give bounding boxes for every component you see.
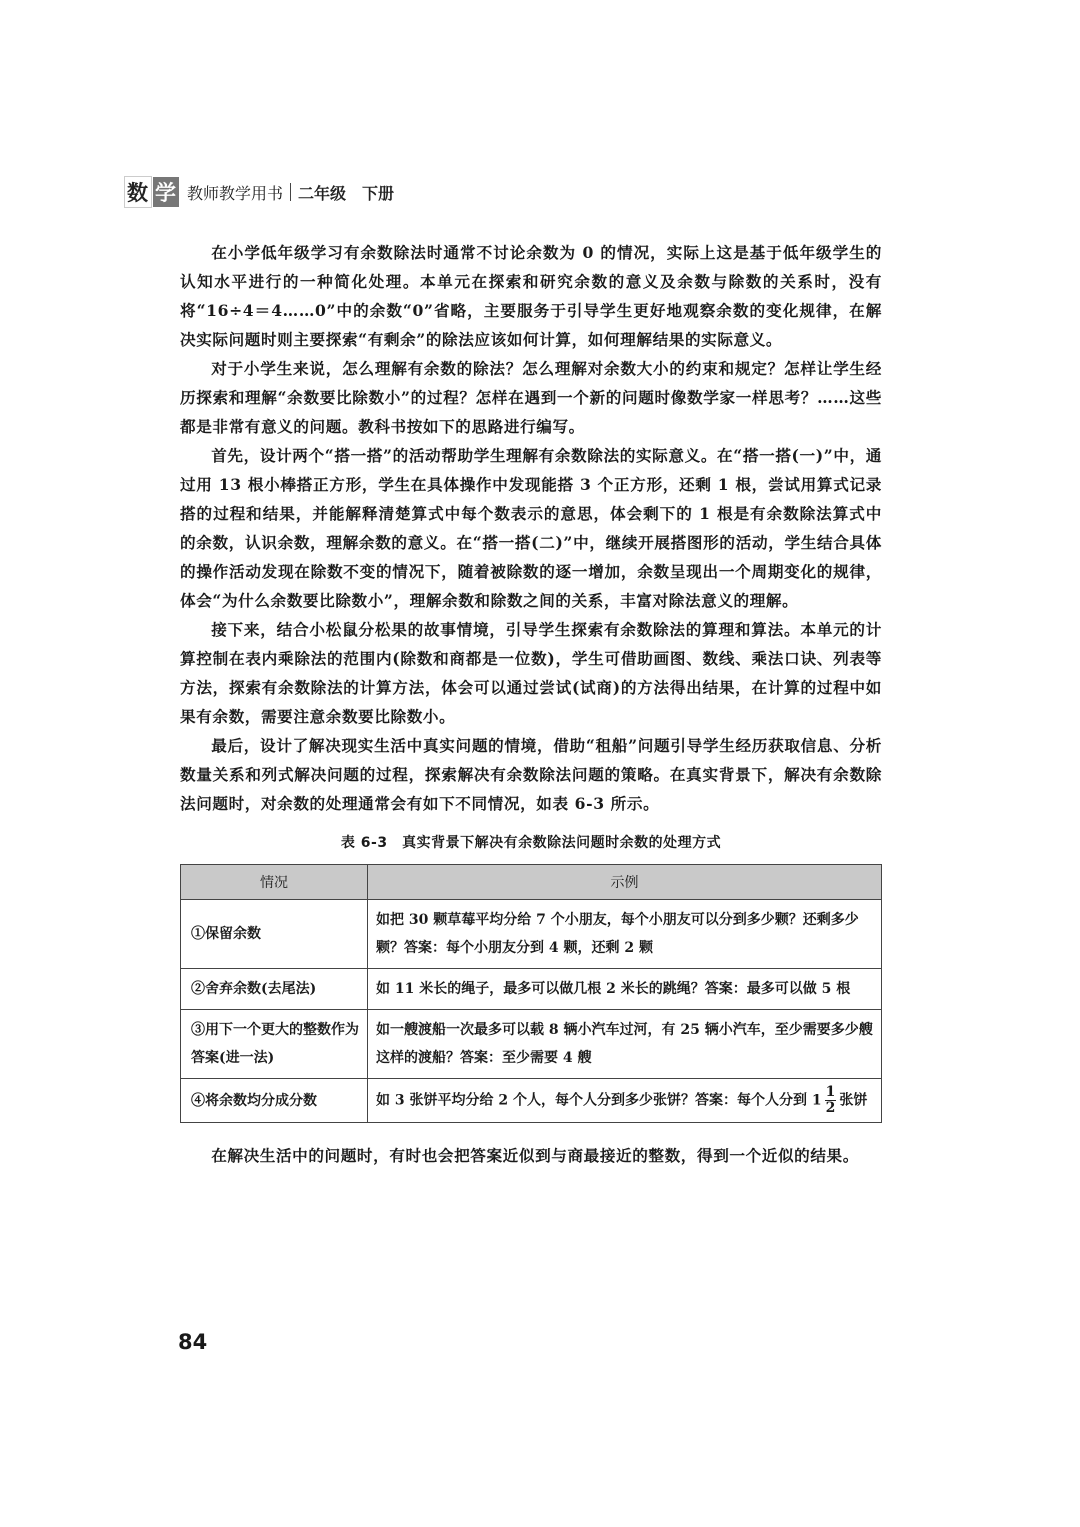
situation-cell: ②舍弃余数(去尾法) [181,969,368,1010]
paragraph-2: 对于小学生来说，怎么理解有余数的除法？怎么理解对余数大小的约束和规定？怎样让学生经历探索和理解“余数要比除数小”的过程？怎样在遇到一个新的问题时像数学家一样思考？……这些都是非常有意义的问题。教科书按如下的思路进行编写。 [180,359,882,436]
situation-cell: ③用下一个更大的整数作为答案(进一法) [181,1010,368,1079]
table-caption: 表 6-3 真实背景下解决有余数除法问题时余数的处理方式 [340,835,722,851]
table-row [181,900,882,969]
table-row [181,1079,882,1123]
example-text-end: 张饼 [839,1092,868,1109]
paragraph-4: 接下来，结合小松鼠分松果的故事情境，引导学生探索有余数除法的算理和算法。本单元的计算控制在表内乘除法的范围内(除数和商都是一位数)，学生可借助画图、数线、乘法口诀、列表等方法，探索有余数除法的计算方法，体会可以通过尝试(试商)的方法得出结果，在计算的过程中如果有余数，需要注意余数要比除数小。 [180,620,882,726]
example-cell [368,1079,882,1123]
closing-paragraph: 在解决生活中的问题时，有时也会把答案近似到与商最接近的整数，得到一个近似的结果。 [211,1146,859,1165]
grade-label: 二年级 下册 [298,183,395,203]
page-content [180,238,882,1170]
header-example: 示例 [368,865,882,900]
table-row [181,969,882,1010]
header-situation: 情况 [181,865,368,900]
paragraph-1: 在小学低年级学习有余数除法时通常不讨论余数为 0 的情况，实际上这是基于低年级学生的认知水平进行的一种简化处理。本单元在探索和研究余数的意义及余数与除数的关系时，没有将“16÷4＝4……0”中的余数“0”省略，主要服务于引导学生更好地观察余数的变化规律，在解决实际问题时则主要探索“有剩余”的除法应该如何计算，如何理解结果的实际意义。 [180,243,882,349]
example-cell: 如把 30 颗草莓平均分给 7 个小朋友，每个小朋友可以分到多少颗？还剩多少颗？答案：每个小朋友分到 4 颗，还剩 2 颗 [368,900,882,969]
example-text: 如 3 张饼平均分给 2 个人，每个人分到多少张饼？答案：每个人分到 1 [376,1092,822,1109]
example-cell: 如 11 米长的绳子，最多可以做几根 2 米长的跳绳？答案：最多可以做 5 根 [368,969,882,1010]
logo-char-2: 学 [153,177,179,207]
situation-cell: ④将余数均分成分数 [181,1079,368,1123]
example-cell: 如一艘渡船一次最多可以载 8 辆小汽车过河，有 25 辆小汽车，至少需要多少艘这样的渡船？答案：至少需要 4 艘 [368,1010,882,1079]
paragraph-3: 首先，设计两个“搭一搭”的活动帮助学生理解有余数除法的实际意义。在“搭一搭(一)”中，通过用 13 根小棒搭正方形，学生在具体操作中发现能搭 3 个正方形，还剩 1 根，尝试用算式记录搭的过程和结果，并能解释清楚算式中每个数表示的意思，体会剩下的 1 根是有余数除法算式中的余数，认识余数，理解余数的意义。在“搭一搭(二)”中，继续开展搭图形的活动，学生结合具体的操作活动发现在除数不变的情况下，随着被除数的逐一增加，余数呈现出一个周期变化的规律，体会“为什么余数要比除数小”，理解余数和除数之间的关系，丰富对除法意义的理解。 [180,446,882,610]
fraction [825,1085,837,1116]
fraction-denominator: 2 [825,1100,836,1116]
book-title: 教师教学用书 [187,183,284,203]
remainder-table [180,864,882,1123]
running-header [124,176,394,208]
paragraph-5: 最后，设计了解决现实生活中真实问题的情境，借助“租船”问题引导学生经历获取信息、分析数量关系和列式解决问题的过程，探索解决有余数除法问题的策略。在真实背景下，解决有余数除法问题时，对余数的处理通常会有如下不同情况，如表 6-3 所示。 [180,736,882,813]
table-row [181,1010,882,1079]
subject-logo [124,176,179,208]
page-number: 84 [178,1330,208,1354]
header-divider [290,183,291,201]
logo-char-1: 数 [124,176,152,208]
situation-cell: ①保留余数 [181,900,368,969]
table-header-row [181,865,882,900]
fraction-numerator: 1 [825,1084,836,1100]
